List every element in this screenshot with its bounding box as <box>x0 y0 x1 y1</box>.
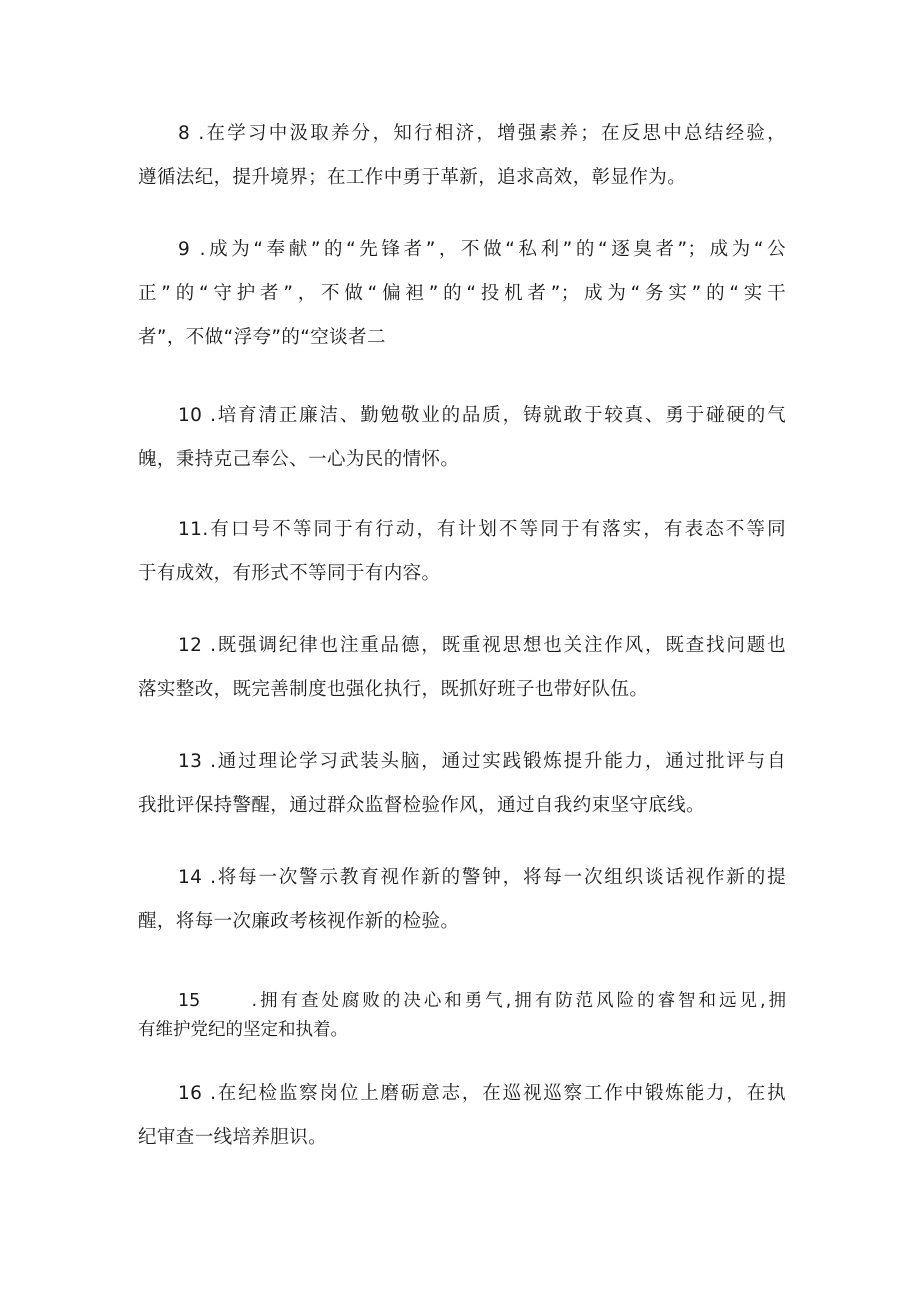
paragraph-line: 14 .将每一次警示教育视作新的警钟，将每一次组织谈话视作新的提 <box>178 867 786 888</box>
paragraph-line: 于有成效，有形式不等同于有内容。 <box>138 563 441 584</box>
paragraph-line: 11.有口号不等同于有行动，有计划不等同于有落实，有表态不等同 <box>178 519 786 540</box>
paragraph-line: 正”的“守护者”，不做“偏袒”的“投机者”；成为“务实”的“实干 <box>138 283 786 304</box>
paragraph-line: 魄，秉持克己奉公、一心为民的情怀。 <box>138 449 460 470</box>
paragraph-line: 我批评保持警醒，通过群众监督检验作风，通过自我约束坚守底线。 <box>138 795 706 816</box>
paragraph-line: 12 .既强调纪律也注重品德，既重视思想也关注作风，既查找问题也 <box>178 635 786 656</box>
list-item-10 <box>138 394 786 482</box>
paragraph-line: 纪审查一线培养胆识。 <box>138 1127 328 1148</box>
list-item-14 <box>138 856 786 944</box>
paragraph-line: 有维护党纪的坚定和执着。 <box>138 1020 348 1040</box>
list-item-9 <box>138 228 786 360</box>
paragraph-line: 醒，将每一次廉政考核视作新的检验。 <box>138 911 460 932</box>
list-item-13 <box>138 740 786 828</box>
paragraph-line: 遵循法纪，提升境界；在工作中勇于革新，追求高效，彰显作为。 <box>138 167 687 188</box>
paragraph-line: 13 .通过理论学习武装头脑，通过实践锻炼提升能力，通过批评与自 <box>178 751 786 772</box>
list-item-11 <box>138 508 786 596</box>
paragraph-line: 9 .成为“奉献”的“先锋者”，不做“私利”的“逐臭者”；成为“公 <box>178 239 786 260</box>
list-item-16 <box>138 1072 786 1160</box>
paragraph-line: 10 .培育清正廉洁、勤勉敬业的品质，铸就敢于较真、勇于碰硬的气 <box>178 405 786 426</box>
paragraph-line: 者”，不做“浮夸”的“空谈者二 <box>138 327 386 348</box>
paragraph-line: 8 .在学习中汲取养分，知行相济，增强素养；在反思中总结经验， <box>178 123 786 144</box>
paragraph-line: 16 .在纪检监察岗位上磨砺意志，在巡视巡察工作中锻炼能力，在执 <box>178 1083 786 1104</box>
list-item-15 <box>138 987 786 1045</box>
list-item-8 <box>138 112 786 200</box>
list-item-12 <box>138 624 786 712</box>
paragraph-line: 落实整改，既完善制度也强化执行，既抓好班子也带好队伍。 <box>138 679 649 700</box>
paragraph-line: 15 .拥有查处腐败的决心和勇气,拥有防范风险的睿智和远见,拥 <box>178 991 786 1011</box>
